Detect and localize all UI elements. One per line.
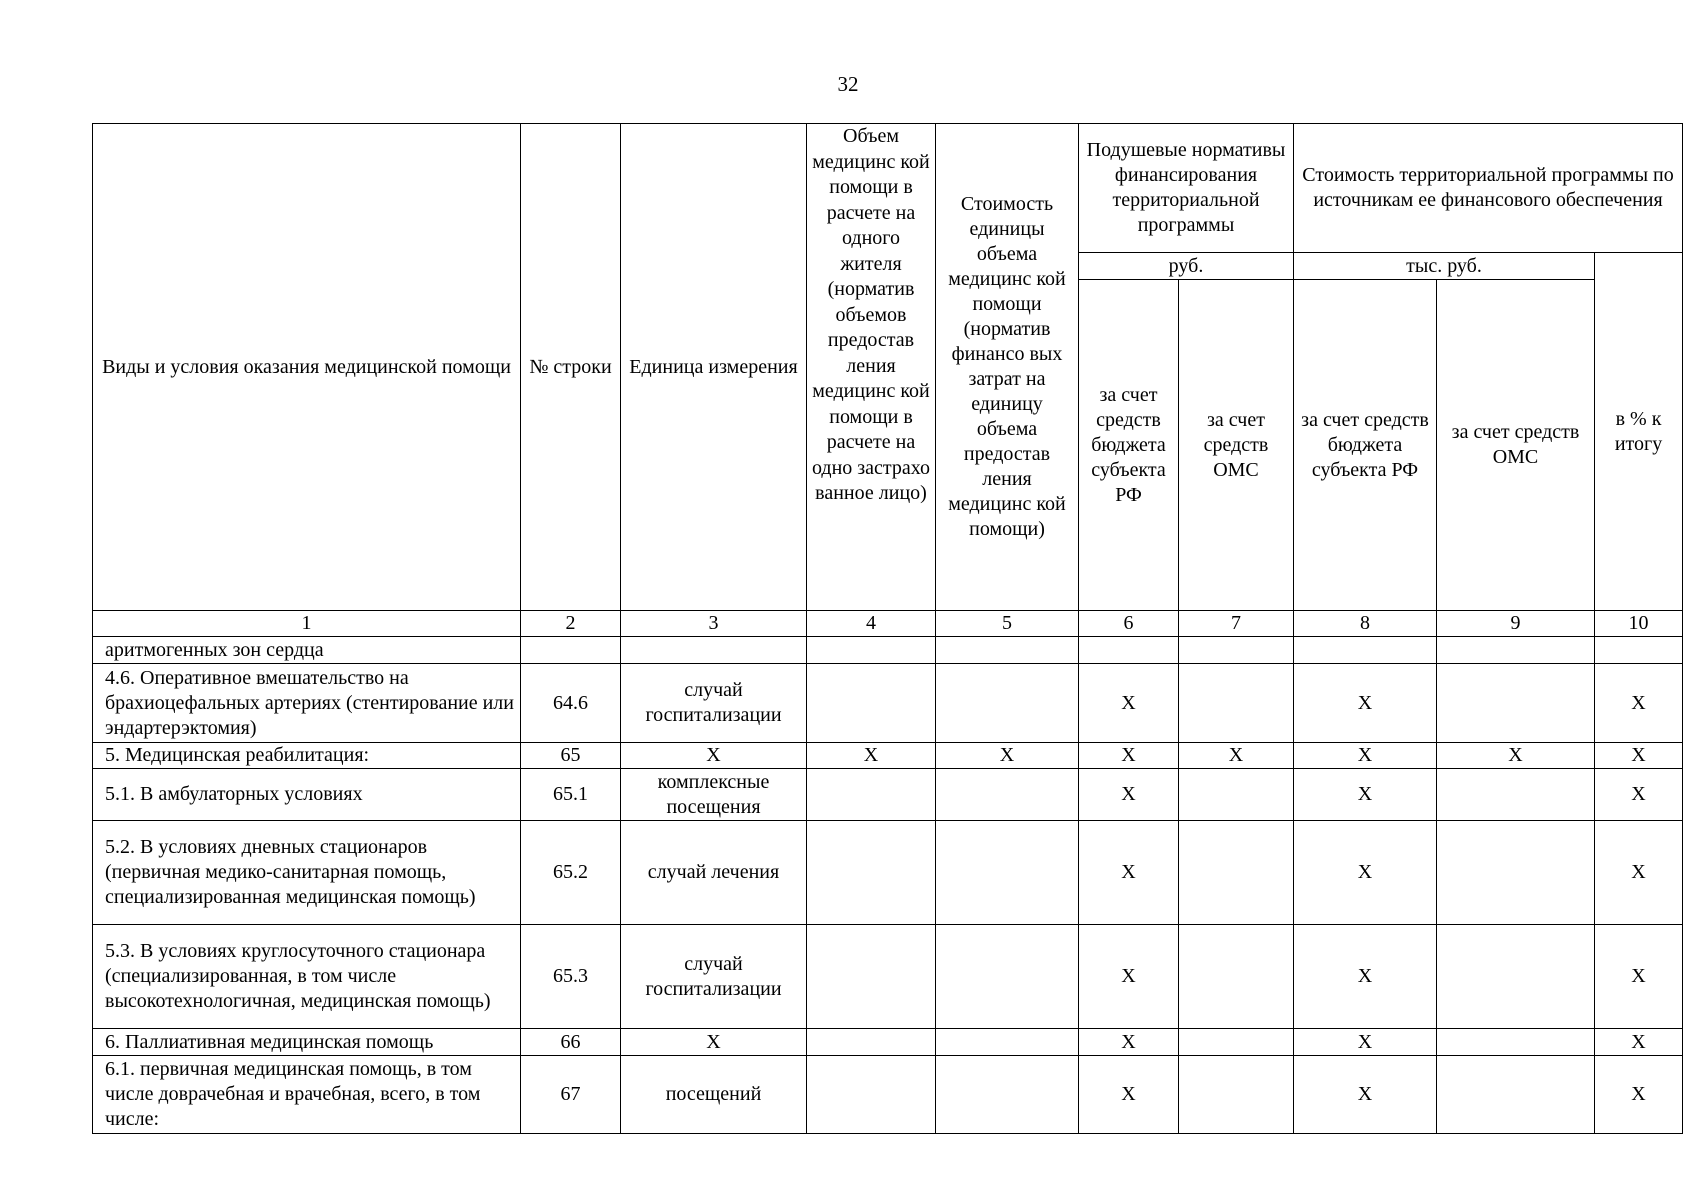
row-unit: X	[621, 1029, 807, 1056]
column-number: 5	[936, 611, 1079, 637]
header-oms-thousand: за счет средств ОМС	[1437, 280, 1595, 611]
row-name: 4.6. Оперативное вмешательство на брахиоцефальных артериях (стентирование или эндартерэктомия)	[93, 664, 521, 743]
table-row	[93, 637, 1683, 664]
row-unit: случай госпитализации	[621, 925, 807, 1029]
row-c10: X	[1595, 925, 1683, 1029]
table-row	[93, 664, 1683, 743]
row-c8: X	[1294, 1056, 1437, 1134]
header-unit-thousand-rub: тыс. руб.	[1294, 253, 1595, 280]
row-c4	[807, 664, 936, 743]
row-line: 64.6	[521, 664, 621, 743]
row-unit: X	[621, 743, 807, 769]
row-c6: X	[1079, 1029, 1179, 1056]
row-c8	[1294, 637, 1437, 664]
row-unit: посещений	[621, 1056, 807, 1134]
row-c9	[1437, 664, 1595, 743]
row-name: 5.1. В амбулаторных условиях	[93, 769, 521, 821]
row-c4	[807, 821, 936, 925]
row-unit: случай лечения	[621, 821, 807, 925]
header-budget-rf-rub: за счет средств бюджета субъекта РФ	[1079, 280, 1179, 611]
row-line: 65.3	[521, 925, 621, 1029]
row-line: 66	[521, 1029, 621, 1056]
row-c10: X	[1595, 821, 1683, 925]
row-c4	[807, 1029, 936, 1056]
column-number: 4	[807, 611, 936, 637]
row-c6	[1079, 637, 1179, 664]
table-row	[93, 1029, 1683, 1056]
row-c5	[936, 821, 1079, 925]
row-c6: X	[1079, 821, 1179, 925]
row-c6: X	[1079, 664, 1179, 743]
row-c7	[1179, 664, 1294, 743]
row-name: 5.2. В условиях дневных стационаров (первичная медико-санитарная помощь, специализированная медицинская помощь)	[93, 821, 521, 925]
row-c7	[1179, 637, 1294, 664]
column-number: 9	[1437, 611, 1595, 637]
row-c5	[936, 664, 1079, 743]
row-c9: X	[1437, 743, 1595, 769]
header-row-1	[93, 124, 1683, 253]
row-c6: X	[1079, 925, 1179, 1029]
row-unit: случай госпитализации	[621, 664, 807, 743]
table-row	[93, 743, 1683, 769]
row-c4: X	[807, 743, 936, 769]
table-row	[93, 769, 1683, 821]
header-percent-total: в % к итогу	[1595, 253, 1683, 611]
row-name: 6.1. первичная медицинская помощь, в том числе доврачебная и врачебная, всего, в том числе:	[93, 1056, 521, 1134]
financing-table	[92, 123, 1683, 1134]
row-c4	[807, 769, 936, 821]
header-volume: Объем медицинс кой помощи в расчете на одного жителя (норматив объемов предостав ления медицинс кой помощи в расчете на одно застрахо ванное лицо)	[807, 124, 936, 611]
row-name: 5. Медицинская реабилитация:	[93, 743, 521, 769]
row-c5: X	[936, 743, 1079, 769]
column-number: 3	[621, 611, 807, 637]
row-name: 5.3. В условиях круглосуточного стационара (специализированная, в том числе высокотехнологичная, медицинская помощь)	[93, 925, 521, 1029]
row-c8: X	[1294, 743, 1437, 769]
row-c5	[936, 769, 1079, 821]
row-c6: X	[1079, 743, 1179, 769]
row-c4	[807, 637, 936, 664]
row-line: 65.2	[521, 821, 621, 925]
header-unit-cost: Стоимость единицы объема медицинс кой помощи (норматив финансо вых затрат на единицу объема предостав ления медицинс кой помощи)	[936, 124, 1079, 611]
header-unit-rub: руб.	[1079, 253, 1294, 280]
column-number: 8	[1294, 611, 1437, 637]
row-c10: X	[1595, 664, 1683, 743]
row-c8: X	[1294, 821, 1437, 925]
column-number: 7	[1179, 611, 1294, 637]
row-name: 6. Паллиативная медицинская помощь	[93, 1029, 521, 1056]
row-c7: X	[1179, 743, 1294, 769]
header-budget-rf-thousand: за счет средств бюджета субъекта РФ	[1294, 280, 1437, 611]
row-unit: комплексные посещения	[621, 769, 807, 821]
row-c8: X	[1294, 925, 1437, 1029]
row-c7	[1179, 821, 1294, 925]
header-per-capita-group: Подушевые нормативы финансирования территориальной программы	[1079, 124, 1294, 253]
header-kinds-of-care: Виды и условия оказания медицинской помощи	[93, 124, 521, 611]
row-c10: X	[1595, 769, 1683, 821]
row-c5	[936, 1029, 1079, 1056]
row-c8: X	[1294, 769, 1437, 821]
row-c9	[1437, 637, 1595, 664]
row-c7	[1179, 1056, 1294, 1134]
row-c10: X	[1595, 1056, 1683, 1134]
column-number: 2	[521, 611, 621, 637]
row-c6: X	[1079, 769, 1179, 821]
row-c9	[1437, 1056, 1595, 1134]
row-line: 67	[521, 1056, 621, 1134]
row-c6: X	[1079, 1056, 1179, 1134]
header-line-number: № строки	[521, 124, 621, 611]
row-line: 65	[521, 743, 621, 769]
table-row	[93, 925, 1683, 1029]
row-c5	[936, 925, 1079, 1029]
row-c4	[807, 1056, 936, 1134]
row-c10	[1595, 637, 1683, 664]
row-c9	[1437, 769, 1595, 821]
header-oms-rub: за счет средств ОМС	[1179, 280, 1294, 611]
row-c4	[807, 925, 936, 1029]
row-c8: X	[1294, 1029, 1437, 1056]
row-line: 65.1	[521, 769, 621, 821]
row-c10: X	[1595, 743, 1683, 769]
row-c5	[936, 637, 1079, 664]
row-c7	[1179, 925, 1294, 1029]
column-number: 10	[1595, 611, 1683, 637]
row-line	[521, 637, 621, 664]
row-unit	[621, 637, 807, 664]
column-number: 6	[1079, 611, 1179, 637]
column-number: 1	[93, 611, 521, 637]
row-name: аритмогенных зон сердца	[93, 637, 521, 664]
row-c9	[1437, 925, 1595, 1029]
row-c9	[1437, 1029, 1595, 1056]
row-c7	[1179, 1029, 1294, 1056]
header-program-cost-group: Стоимость территориальной программы по источникам ее финансового обеспечения	[1294, 124, 1683, 253]
table-row	[93, 1056, 1683, 1134]
page-number: 32	[837, 72, 859, 96]
row-c8: X	[1294, 664, 1437, 743]
row-c5	[936, 1056, 1079, 1134]
row-c9	[1437, 821, 1595, 925]
table-row	[93, 821, 1683, 925]
row-c10: X	[1595, 1029, 1683, 1056]
row-c7	[1179, 769, 1294, 821]
header-unit: Единица измерения	[621, 124, 807, 611]
column-number-row	[93, 611, 1683, 637]
